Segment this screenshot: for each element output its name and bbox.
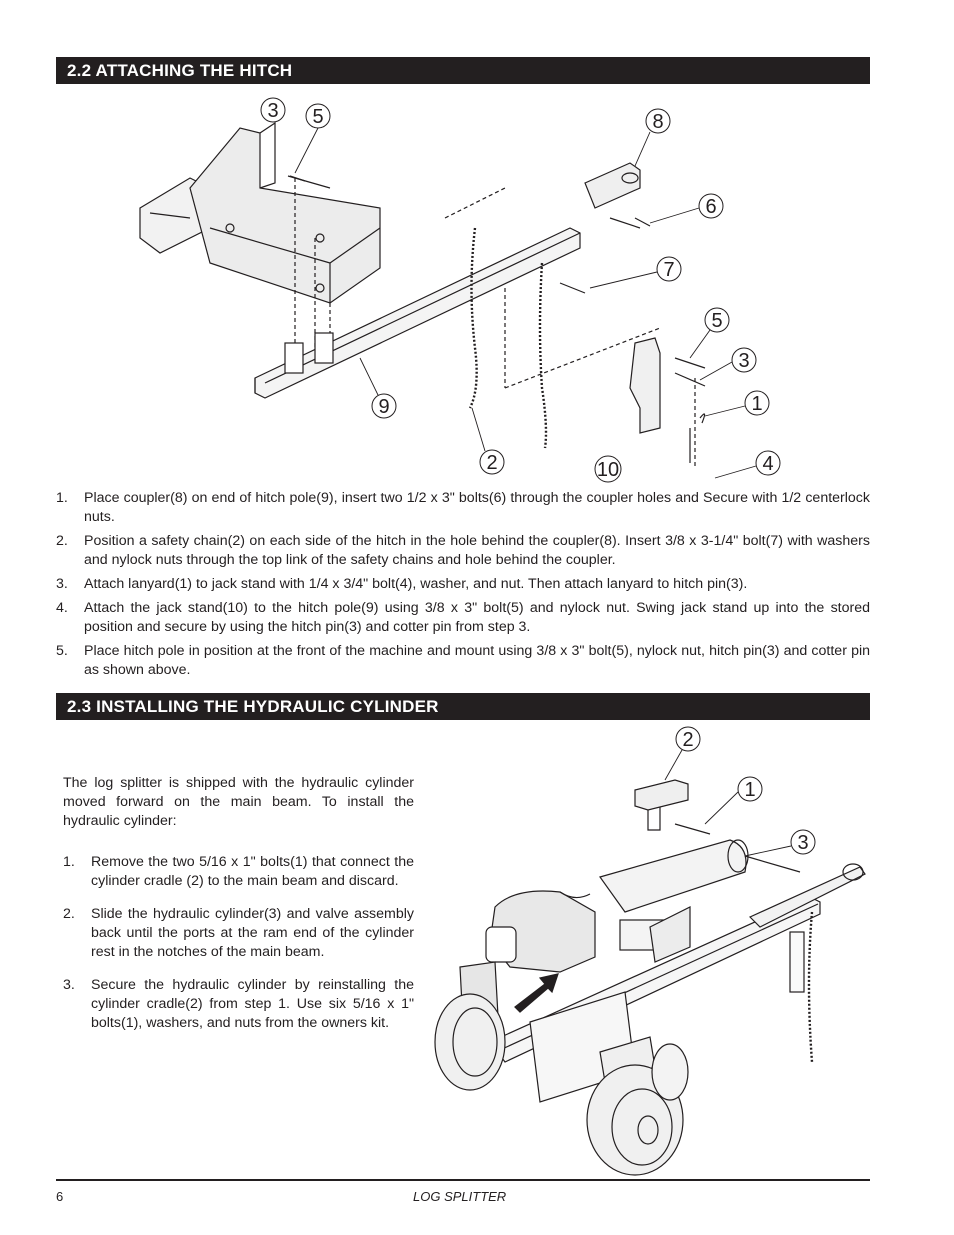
hitch-assembly-diagram	[130, 88, 820, 488]
footer-rule	[56, 1179, 870, 1181]
callout-6: 6	[705, 196, 717, 218]
list-item: 2. Slide the hydraulic cylinder(3) and valve assembly back until the ports at the ram end of the cylinder rest in the notches of the main beam.	[63, 906, 414, 960]
cylinder-callout-3: 3	[797, 832, 809, 854]
list-item: 4. Attach the jack stand(10) to the hitch pole(9) using 3/8 x 3" bolt(5) and nylock nut. Swing jack stand up into the stored position and secure by using the hitch pin(3) and cotter pin from step 3.	[56, 600, 870, 635]
log-splitter-diagram	[420, 722, 870, 1182]
list-item: 1. Place coupler(8) on end of hitch pole(9), insert two 1/2 x 3" bolts(6) through the coupler holes and Secure with 1/2 centerlock nuts.	[56, 490, 870, 525]
callout-5b: 5	[711, 310, 723, 332]
list-item: 2. Position a safety chain(2) on each side of the hitch in the hole behind the coupler(8). Insert 3/8 x 3-1/4" bolt(7) with washers and nylock nuts through the top link of the safety chains and hole behind the coupler.	[56, 533, 870, 568]
callout-3: 3	[267, 100, 279, 122]
page-number: 6	[56, 1189, 64, 1204]
cylinder-callout-1: 1	[744, 779, 756, 801]
hitch-steps-list	[56, 489, 870, 685]
list-item: 3. Secure the hydraulic cylinder by reinstalling the cylinder cradle(2) from step 1. Use six 5/16 x 1" bolts(1), washers, and nuts from the owners kit.	[63, 977, 414, 1031]
callout-8: 8	[652, 111, 664, 133]
cylinder-intro-text: The log splitter is shipped with the hydraulic cylinder moved forward on the main beam. To install the hydraulic cylinder:	[63, 775, 414, 829]
callout-2: 2	[486, 452, 498, 474]
callout-1: 1	[751, 393, 763, 415]
footer-title: LOG SPLITTER	[413, 1189, 507, 1204]
callout-4: 4	[762, 453, 774, 475]
section-2-2-heading: 2.2 ATTACHING THE HITCH	[56, 57, 870, 84]
list-item: 5. Place hitch pole in position at the front of the machine and mount using 3/8 x 3" bolt(5), nylock nut, hitch pin(3) and cotter pin as shown above.	[56, 643, 870, 678]
cylinder-steps-list	[63, 853, 414, 1047]
callout-9: 9	[378, 396, 390, 418]
callout-10: 10	[596, 459, 620, 481]
callout-7: 7	[663, 259, 675, 281]
list-item: 1. Remove the two 5/16 x 1" bolts(1) that connect the cylinder cradle (2) to the main beam and discard.	[63, 854, 414, 889]
callout-3b: 3	[738, 350, 750, 372]
callout-5: 5	[312, 106, 324, 128]
section-2-3-heading: 2.3 INSTALLING THE HYDRAULIC CYLINDER	[56, 693, 870, 720]
list-item: 3. Attach lanyard(1) to jack stand with 1/4 x 3/4" bolt(4), washer, and nut. Then attach lanyard to hitch pin(3).	[56, 576, 748, 592]
cylinder-callout-2: 2	[682, 729, 694, 751]
